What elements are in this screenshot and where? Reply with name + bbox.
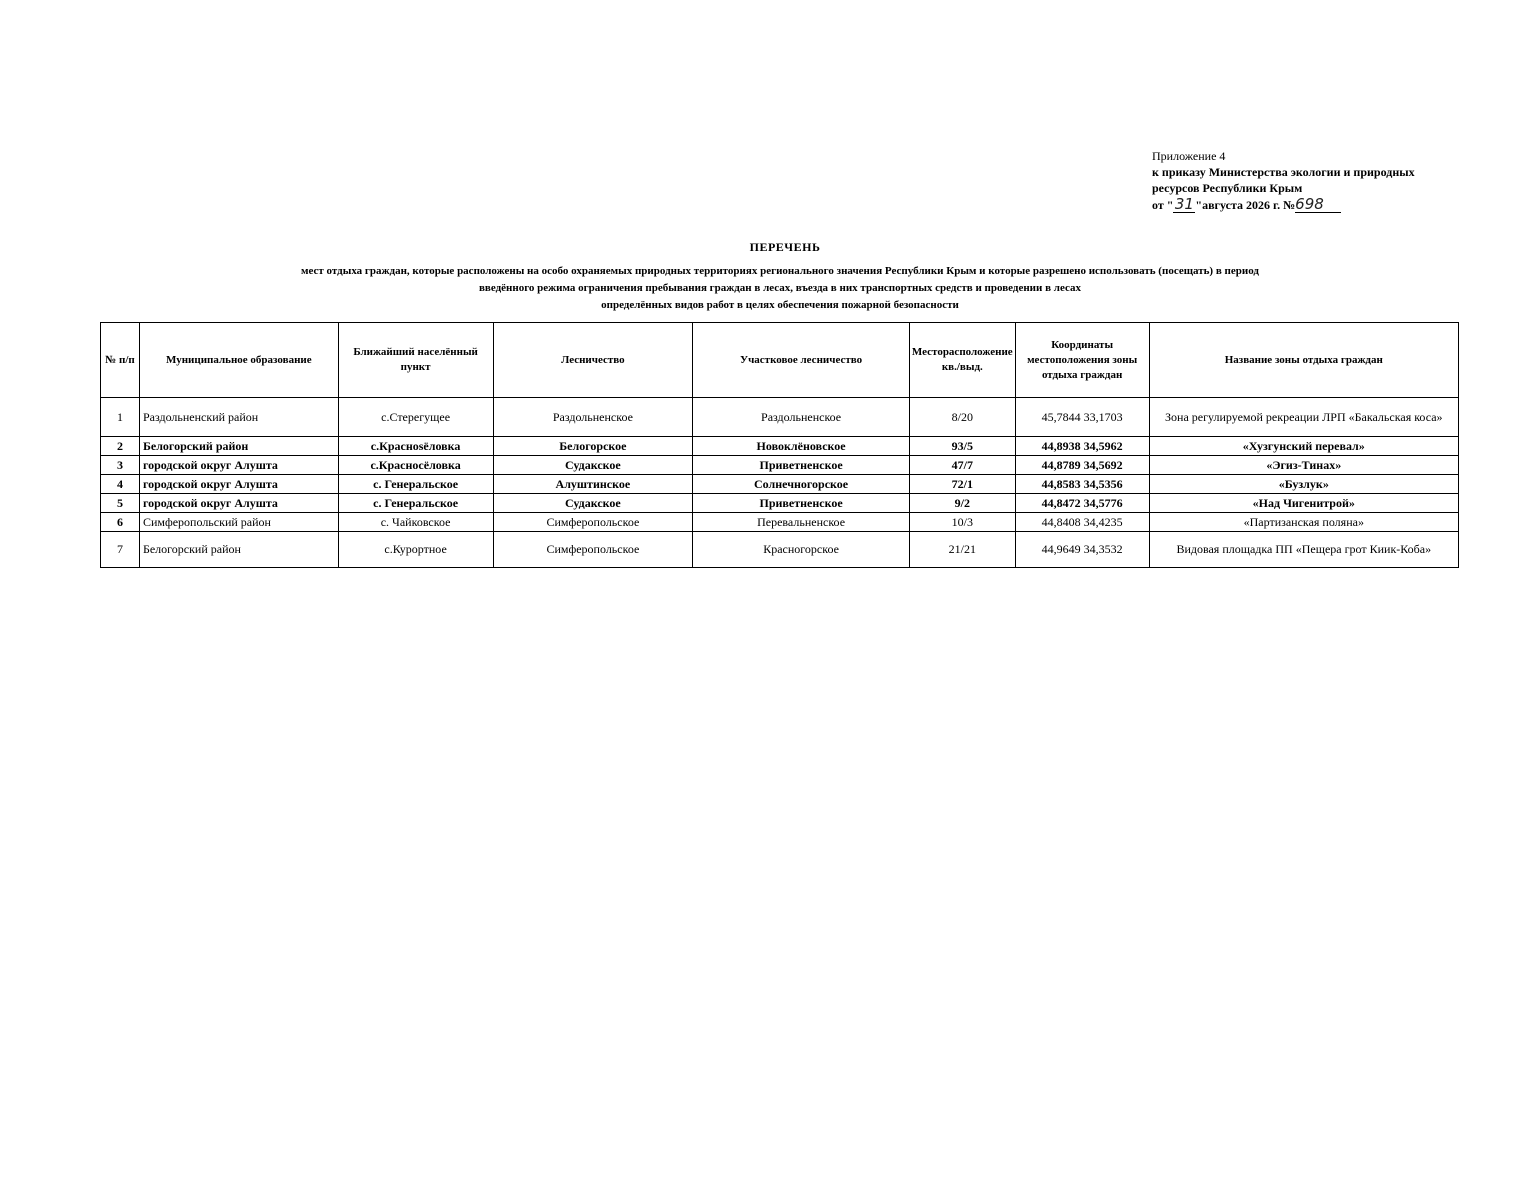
date-prefix: от " [1152, 198, 1174, 212]
date-middle: "августа 2026 г. № [1195, 198, 1296, 212]
cell-district-forestry: Перевальненское [693, 513, 910, 532]
handwritten-day: 31 [1174, 195, 1194, 213]
cell-forestry: Белогорское [493, 437, 693, 456]
cell-district-forestry: Красногорское [693, 532, 910, 568]
cell-municipality: городской округ Алушта [139, 475, 338, 494]
header-district-forestry: Участковое лесничество [693, 323, 910, 398]
cell-number: 5 [101, 494, 140, 513]
cell-district-forestry: Новоклёновское [693, 437, 910, 456]
cell-coordinates: 44,8408 34,4235 [1015, 513, 1149, 532]
cell-settlement: с. Чайковское [338, 513, 493, 532]
subtitle-line-3: определённых видов работ в целях обеспечения пожарной безопасности [601, 299, 959, 311]
header-municipality: Муниципальное образование [139, 323, 338, 398]
header-zone-name: Название зоны отдыха граждан [1149, 323, 1458, 398]
cell-municipality: городской округ Алушта [139, 494, 338, 513]
cell-settlement: с. Генеральское [338, 494, 493, 513]
cell-coordinates: 44,8472 34,5776 [1015, 494, 1149, 513]
cell-municipality: Белогорский район [139, 437, 338, 456]
subtitle-line-1: мест отдыха граждан, которые расположены на особо охраняемых природных территориях регионального значения Республики Крым и которые разрешено использовать (посещать) в период [301, 265, 1259, 277]
cell-number: 2 [101, 437, 140, 456]
annex-ministry-line: ресурсов Республики Крым [1152, 181, 1303, 195]
cell-settlement: с. Генеральское [338, 475, 493, 494]
cell-location: 93/5 [909, 437, 1015, 456]
subtitle-line-2: введённого режима ограничения пребывания граждан в лесах, въезда в них транспортных средств и проведении в лесах [478, 282, 1082, 294]
cell-zone-name: «Над Чигенитрой» [1149, 494, 1458, 513]
table-header-row [101, 323, 1459, 398]
cell-location: 9/2 [909, 494, 1015, 513]
header-location: Месторасположение кв./выд. [909, 323, 1015, 398]
cell-location: 21/21 [909, 532, 1015, 568]
table-row [101, 513, 1459, 532]
cell-forestry: Раздольненское [493, 398, 693, 437]
cell-settlement: с.Курортное [338, 532, 493, 568]
cell-number: 1 [101, 398, 140, 437]
recreation-zones-table [100, 322, 1459, 568]
document-subtitle [100, 263, 1460, 314]
cell-coordinates: 45,7844 33,1703 [1015, 398, 1149, 437]
cell-location: 10/3 [909, 513, 1015, 532]
cell-number: 7 [101, 532, 140, 568]
cell-settlement: с.Стерегущее [338, 398, 493, 437]
cell-forestry: Алуштинское [493, 475, 693, 494]
cell-district-forestry: Приветненское [693, 456, 910, 475]
table-row [101, 437, 1459, 456]
cell-municipality: Белогорский район [139, 532, 338, 568]
cell-zone-name: «Хузгунский перевал» [1149, 437, 1458, 456]
cell-municipality: Раздольненский район [139, 398, 338, 437]
cell-zone-name: Видовая площадка ПП «Пещера грот Киик-Коба» [1149, 532, 1458, 568]
cell-district-forestry: Приветненское [693, 494, 910, 513]
cell-location: 72/1 [909, 475, 1015, 494]
cell-forestry: Судакское [493, 494, 693, 513]
document-title: ПЕРЕЧЕНЬ [749, 240, 821, 254]
table-row [101, 494, 1459, 513]
annex-date-line [1152, 196, 1482, 213]
handwritten-order-number: 698 [1295, 196, 1341, 213]
cell-coordinates: 44,8583 34,5356 [1015, 475, 1149, 494]
cell-municipality: городской округ Алушта [139, 456, 338, 475]
cell-settlement: с.Красносёловка [338, 456, 493, 475]
cell-zone-name: «Бузлук» [1149, 475, 1458, 494]
cell-settlement: с.Краснosёловка [338, 437, 493, 456]
table-row [101, 398, 1459, 437]
cell-municipality: Симферопольский район [139, 513, 338, 532]
table-row [101, 532, 1459, 568]
cell-number: 4 [101, 475, 140, 494]
cell-number: 3 [101, 456, 140, 475]
cell-zone-name: «Партизанская поляна» [1149, 513, 1458, 532]
cell-forestry: Симферопольское [493, 532, 693, 568]
header-number: № п/п [101, 323, 140, 398]
annex-order-line: к приказу Министерства экологии и природных [1152, 165, 1415, 179]
cell-location: 8/20 [909, 398, 1015, 437]
cell-coordinates: 44,8789 34,5692 [1015, 456, 1149, 475]
cell-forestry: Судакское [493, 456, 693, 475]
cell-coordinates: 44,8938 34,5962 [1015, 437, 1149, 456]
header-coordinates: Координаты местоположения зоны отдыха граждан [1015, 323, 1149, 398]
cell-number: 6 [101, 513, 140, 532]
cell-district-forestry: Солнечногорское [693, 475, 910, 494]
cell-district-forestry: Раздольненское [693, 398, 910, 437]
cell-zone-name: «Эгиз-Тинах» [1149, 456, 1458, 475]
header-settlement: Ближайший населённый пункт [338, 323, 493, 398]
cell-coordinates: 44,9649 34,3532 [1015, 532, 1149, 568]
table-row [101, 475, 1459, 494]
annex-title: Приложение 4 [1152, 149, 1226, 163]
cell-forestry: Симферопольское [493, 513, 693, 532]
table-row [101, 456, 1459, 475]
cell-location: 47/7 [909, 456, 1015, 475]
annex-block [1152, 148, 1482, 213]
header-forestry: Лесничество [493, 323, 693, 398]
cell-zone-name: Зона регулируемой рекреации ЛРП «Бакальская коса» [1149, 398, 1458, 437]
